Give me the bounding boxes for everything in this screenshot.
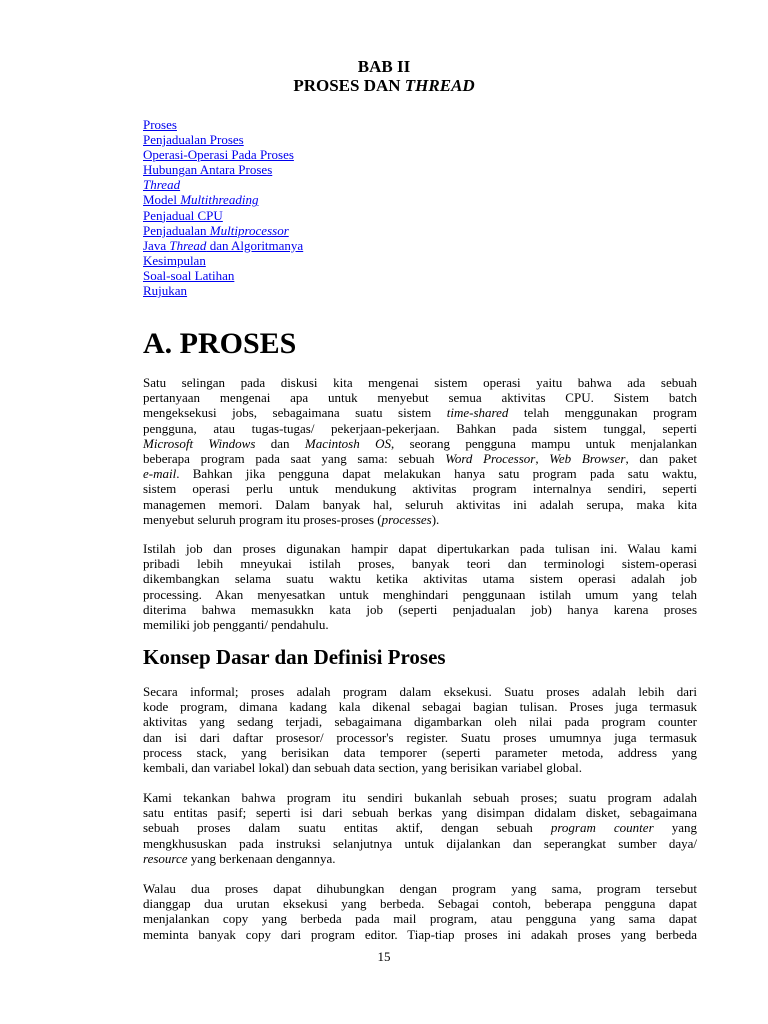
section-title: A. PROSES — [143, 327, 297, 360]
text-line: Istilah job dan proses digunakan hampir dapat dipertukarkan pada tulisan ini. Walau kami — [143, 541, 697, 556]
toc-link-java-thread[interactable] — [143, 238, 303, 253]
text-line — [143, 851, 697, 866]
text-line: mengkhususkan pada instruksi selanjutnya untuk dijalankan dan seperangkat sumber daya/ — [143, 835, 697, 851]
text-line: managemen memori. Dalam banyak hal, seluruh aktivitas ini adalah serupa, maka kita — [143, 496, 697, 512]
text-line: memiliki job pengganti/ pendahulu. — [143, 616, 329, 632]
paragraph-5 — [143, 881, 697, 942]
italic-term: resource — [143, 850, 188, 866]
text-run: yang berkenaan dengannya. — [187, 850, 336, 866]
toc-thread-text: Thread — [143, 177, 181, 193]
italic-term: processes — [381, 511, 432, 527]
chapter-title-italic: THREAD — [404, 76, 475, 95]
italic-term: Web Browser — [549, 450, 626, 466]
text-line: pertanyaan mengenai apa untuk menyebut semua aktivitas CPU. Sistem batch — [143, 390, 697, 406]
toc-link-hubungan[interactable]: Hubungan Antara Proses — [143, 162, 273, 178]
toc-link-operasi[interactable]: Operasi-Operasi Pada Proses — [143, 147, 294, 163]
text-run: beberapa program pada saat yang sama: sebuah — [143, 450, 446, 466]
text-line: processing. Akan menyesatkan untuk menghindari penggunaan istilah umum yang telah — [143, 586, 697, 602]
chapter-heading — [0, 57, 768, 95]
text-run: , — [535, 450, 550, 466]
toc-link-proses[interactable]: Proses — [143, 117, 177, 132]
italic-term: e-mail — [143, 466, 177, 482]
text-line: dianggap dua urutan eksekusi yang berbeda. Sebagai contoh, beberapa pengguna dapat — [143, 896, 697, 912]
text-run: yang — [653, 820, 697, 836]
chapter-title — [0, 76, 768, 95]
text-line — [143, 405, 697, 420]
text-line — [143, 451, 697, 466]
text-line: Walau dua proses dapat dihubungkan dengan program yang sama, program tersebut — [143, 881, 697, 896]
text-line: Satu selingan pada diskusi kita mengenai sistem operasi yaitu bahwa ada sebuah — [143, 375, 697, 390]
text-line: process stack, yang berisikan data temporer (seperti parameter metoda, address yang — [143, 744, 697, 760]
text-line: Secara informal; proses adalah program dalam eksekusi. Suatu proses adalah lebih dari — [143, 684, 697, 699]
toc-multi-italic: Multiprocessor — [209, 222, 289, 238]
text-line: aktivitas yang sedang terjadi, sebagaimana digambarkan oleh nilai pada program counter — [143, 714, 697, 730]
text-run: , seorang pengguna mampu untuk menjalankan — [390, 435, 697, 451]
text-line: dan isi dari daftar prosesor/ processor's register. Suatu proses umumnya juga termasuk — [143, 729, 697, 745]
chapter-label: BAB II — [357, 57, 411, 76]
text-line: dikembangkan selama suatu waktu ketika aktivitas utama sistem operasi adalah job — [143, 571, 697, 587]
italic-term: Word Processor — [445, 450, 536, 466]
text-line: sistem operasi perlu untuk mendukung aktivitas program internalnya sendiri, seperti — [143, 481, 697, 497]
toc-link-model-multithreading[interactable] — [143, 192, 303, 207]
text-line: satu entitas pasif; seperti isi dari sebuah berkas yang disimpan didalam disket, sebagaimana — [143, 805, 697, 821]
paragraph-3 — [143, 684, 697, 775]
text-line: kode program, dimana kadang kala dikenal sebagai bagian tulisan. Proses juga termasuk — [143, 699, 697, 715]
text-line: Kami tekankan bahwa program itu sendiri bukanlah sebuah proses; suatu program adalah — [143, 790, 697, 805]
text-run: , dan paket — [625, 450, 697, 466]
text-line — [143, 436, 697, 451]
text-line — [143, 512, 697, 527]
text-run: ). — [431, 511, 440, 527]
text-run: . Bahkan jika pengguna dapat melakukan hanya satu program pada satu waktu, — [176, 466, 697, 482]
italic-term: time-shared — [446, 405, 509, 421]
toc-java-rest: dan Algoritmanya — [206, 237, 304, 253]
text-line: menjalankan copy yang berbeda pada mail program, atau pengguna yang sama dapat — [143, 911, 697, 927]
table-of-contents — [143, 117, 303, 298]
toc-link-kesimpulan[interactable]: Kesimpulan — [143, 252, 206, 268]
text-line — [143, 466, 697, 481]
toc-java-text: Java — [143, 237, 170, 253]
page-number: 15 — [377, 949, 391, 964]
text-line: meminta banyak copy dari program editor. Tiap-tiap proses ini adakah proses yang berbeda — [143, 926, 697, 942]
toc-model-italic: Multithreading — [180, 192, 259, 208]
paragraph-1 — [143, 375, 697, 527]
text-line: kembali, dan variabel lokal) dan sebuah data section, yang berisikan variabel global. — [143, 759, 582, 775]
text-line: pribadi lebih mneyukai istilah proses, banyak teori dan terminologi sistem-operasi — [143, 556, 697, 572]
toc-link-thread[interactable] — [143, 177, 303, 192]
text-run: dan — [255, 435, 305, 451]
toc-link-rujukan[interactable]: Rujukan — [143, 283, 188, 299]
text-line: pengguna, atau tugas-tugas/ pekerjaan-pekerjaan. Bahkan pada sistem tunggal, seperti — [143, 420, 697, 436]
paragraph-2 — [143, 541, 697, 632]
text-run: menyebut seluruh program itu proses-proses ( — [143, 511, 382, 527]
subsection-title: Konsep Dasar dan Definisi Proses — [143, 645, 446, 669]
toc-multi-text: Penjadualan — [143, 222, 210, 238]
italic-term: Macintosh OS — [304, 435, 391, 451]
text-run: sebuah proses dalam suatu entitas aktif, dengan sebuah — [143, 820, 551, 836]
text-line — [143, 820, 697, 835]
paragraph-4 — [143, 790, 697, 866]
toc-link-penjadual-cpu[interactable]: Penjadual CPU — [143, 207, 223, 223]
chapter-title-text: PROSES DAN — [293, 76, 405, 95]
italic-term: Microsoft Windows — [143, 435, 256, 451]
toc-java-italic: Thread — [169, 237, 207, 253]
toc-model-text: Model — [143, 192, 181, 208]
text-run: telah menggunakan program — [508, 405, 697, 421]
text-line: diterima bahwa memasukkn kata job (seperti penjadualan job) hanya karena proses — [143, 601, 697, 617]
italic-term: program counter — [550, 820, 654, 836]
text-run: mengeksekusi jobs, sebagaimana suatu sistem — [143, 405, 447, 421]
toc-link-penjadualan-proses[interactable]: Penjadualan Proses — [143, 132, 244, 148]
toc-link-penjadualan-multiprocessor[interactable] — [143, 223, 303, 238]
toc-link-soal-latihan[interactable]: Soal-soal Latihan — [143, 267, 235, 283]
